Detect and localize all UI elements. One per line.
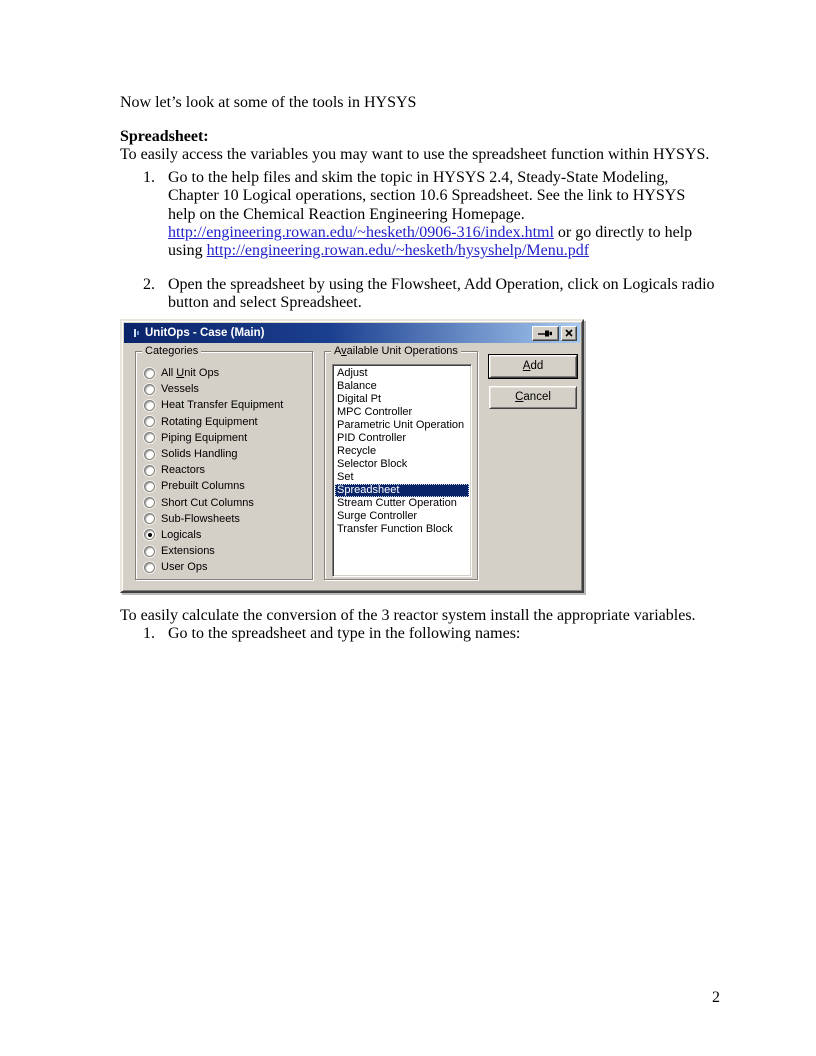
category-radio-label: Solids Handling <box>161 448 238 461</box>
unitops-dialog <box>120 319 584 593</box>
category-radio-option[interactable] <box>144 414 308 430</box>
categories-radio-list <box>144 365 308 575</box>
category-radio-option[interactable] <box>144 365 308 381</box>
unit-operation-list-item[interactable]: Spreadsheet <box>335 484 469 497</box>
category-radio-label: Extensions <box>161 545 215 558</box>
category-radio-option[interactable] <box>144 446 308 462</box>
radio-button-icon <box>144 432 155 443</box>
step1-number: 1. <box>143 169 155 186</box>
category-radio-option[interactable] <box>144 543 308 559</box>
help-index-link[interactable]: http://engineering.rowan.edu/~hesketh/0906-316/index.html <box>168 223 554 241</box>
categories-groupbox <box>135 345 313 580</box>
category-radio-label: Heat Transfer Equipment <box>161 399 284 412</box>
category-radio-label: Rotating Equipment <box>161 415 258 428</box>
category-radio-label: User Ops <box>161 561 208 574</box>
radio-button-icon <box>144 465 155 476</box>
unit-operations-listbox[interactable] <box>332 364 472 577</box>
step2-text <box>168 276 715 313</box>
category-radio-option[interactable] <box>144 381 308 397</box>
radio-button-icon <box>144 513 155 524</box>
step1-line2: Chapter 10 Logical operations, section 10.6 Spreadsheet. See the link to HYSYS <box>168 187 686 205</box>
category-radio-label: Reactors <box>161 464 206 477</box>
intro-paragraph: Now let’s look at some of the tools in HYSYS <box>120 94 417 111</box>
dialog-titlebar[interactable] <box>124 323 580 343</box>
step1-line1: Go to the help files and skim the topic in HYSYS 2.4, Steady-State Modeling, <box>168 169 669 186</box>
step1-line3: help on the Chemical Reaction Engineering Homepage. <box>168 205 525 223</box>
help-menu-pdf-link[interactable]: http://engineering.rowan.edu/~hesketh/hysyshelp/Menu.pdf <box>206 242 590 260</box>
step3-number: 1. <box>143 625 155 642</box>
category-radio-option[interactable] <box>144 527 308 543</box>
step2-line1: Open the spreadsheet by using the Flowsheet, Add Operation, click on Logicals radio <box>168 276 715 293</box>
category-radio-label: Short Cut Columns <box>161 496 254 509</box>
category-radio-option[interactable] <box>144 511 308 527</box>
page-number: 2 <box>712 989 720 1006</box>
category-radio-option[interactable] <box>144 478 308 494</box>
radio-button-icon <box>144 384 155 395</box>
add-button[interactable]: Add <box>489 355 577 378</box>
unit-operation-list-item[interactable]: PID Controller <box>337 432 407 444</box>
category-radio-label: Logicals <box>161 528 202 541</box>
unit-operation-list-item[interactable]: Transfer Function Block <box>337 523 453 535</box>
unit-operation-list-item[interactable]: Balance <box>337 380 377 392</box>
lead-paragraph: To easily access the variables you may want to use the spreadsheet function within HYSYS. <box>120 146 710 163</box>
category-radio-label: Prebuilt Columns <box>161 480 245 493</box>
step1-line5 <box>168 242 692 260</box>
step1-line4-rest: or go directly to help <box>553 223 693 241</box>
unit-operation-list-item[interactable]: Adjust <box>337 367 368 379</box>
unit-operation-list-item[interactable]: Recycle <box>337 445 377 457</box>
category-radio-label: All Unit Ops <box>161 367 220 380</box>
category-radio-option[interactable] <box>144 559 308 575</box>
unit-operation-list-item[interactable]: Selector Block <box>337 458 408 470</box>
step2-line2: button and select Spreadsheet. <box>168 294 362 312</box>
pin-icon <box>537 329 554 338</box>
category-radio-option[interactable] <box>144 462 308 478</box>
unit-operation-list-item[interactable]: Parametric Unit Operation <box>337 419 465 431</box>
step1-line4 <box>168 224 692 242</box>
radio-button-icon <box>144 546 155 557</box>
category-radio-label: Sub-Flowsheets <box>161 512 240 525</box>
cancel-button[interactable]: Cancel <box>489 386 577 409</box>
categories-group-label: Categories <box>142 344 201 358</box>
radio-button-icon <box>144 416 155 427</box>
available-unitops-groupbox <box>324 345 478 580</box>
radio-button-icon <box>144 400 155 411</box>
radio-button-icon <box>144 481 155 492</box>
available-unitops-group-label: Available Unit Operations <box>331 344 461 358</box>
dialog-title: UnitOps - Case (Main) <box>145 327 265 339</box>
category-radio-label: Vessels <box>161 383 199 396</box>
step2-number: 2. <box>143 276 155 293</box>
category-radio-option[interactable] <box>144 495 308 511</box>
unitops-app-icon <box>127 326 141 340</box>
unit-operation-list-item[interactable]: Stream Cutter Operation <box>337 497 457 509</box>
radio-button-icon <box>144 562 155 573</box>
step1-text <box>168 169 692 260</box>
radio-button-icon <box>144 529 155 540</box>
step3-text: Go to the spreadsheet and type in the following names: <box>168 625 521 642</box>
section-heading: Spreadsheet: <box>120 128 209 145</box>
category-radio-label: Piping Equipment <box>161 431 248 444</box>
unit-operation-list-item[interactable]: Surge Controller <box>337 510 418 522</box>
radio-button-icon <box>144 368 155 379</box>
unit-operation-list-item[interactable]: Set <box>337 471 354 483</box>
unit-operation-list-item[interactable]: MPC Controller <box>337 406 413 418</box>
radio-button-icon <box>144 497 155 508</box>
close-button[interactable] <box>561 326 577 341</box>
outro-paragraph: To easily calculate the conversion of the 3 reactor system install the appropriate variables. <box>120 607 696 624</box>
unit-operation-list-item[interactable]: Digital Pt <box>337 393 382 405</box>
close-icon <box>565 329 573 337</box>
radio-button-icon <box>144 449 155 460</box>
step1-line5-pre: using <box>168 242 207 260</box>
pin-button[interactable] <box>532 326 559 341</box>
category-radio-option[interactable] <box>144 430 308 446</box>
category-radio-option[interactable] <box>144 397 308 413</box>
